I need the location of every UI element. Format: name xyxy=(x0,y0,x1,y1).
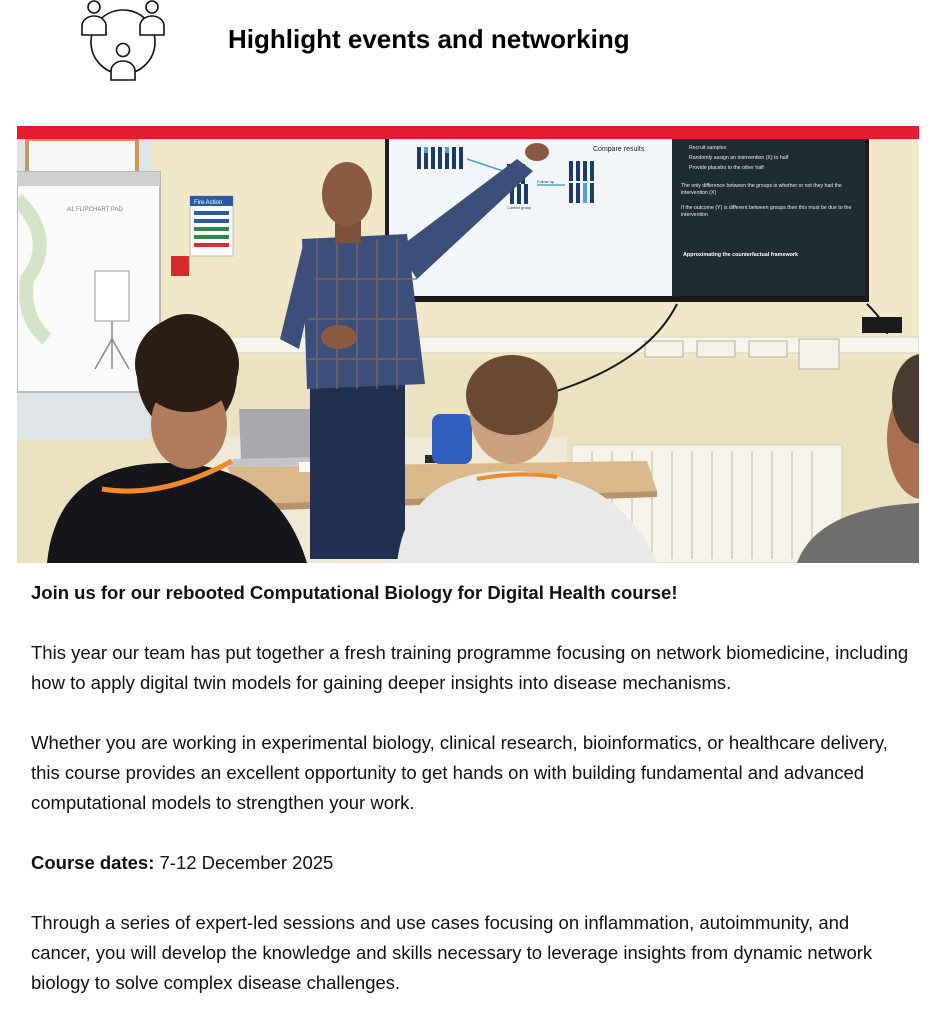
svg-text:Fire Action: Fire Action xyxy=(194,200,223,206)
course-dates-label: Course dates: xyxy=(31,852,155,873)
slide-note-2: If the outcome (Y) is different between groups then this must be due to the intervention xyxy=(681,205,852,218)
lecture-photo xyxy=(17,139,919,563)
paragraph-programme: This year our team has put together a fresh training programme focusing on network biomedicine, including how to apply digital twin models for gaining deeper insights into disease mechanisms. xyxy=(31,642,909,693)
accent-band xyxy=(17,126,919,139)
paragraph-sessions: Through a series of expert-led sessions and use cases focusing on inflammation, autoimmunity, and cancer, you will develop the knowledge and skills necessary to leverage insights from dynamic network biology to solve complex disease challenges. xyxy=(31,912,873,993)
flipchart-label: A1 FLIPCHART PAD xyxy=(67,207,123,213)
intro-heading: Join us for our rebooted Computational Biology for Digital Health course! xyxy=(31,582,678,603)
svg-text:Follow up: Follow up xyxy=(537,179,555,184)
course-dates-value: 7-12 December 2025 xyxy=(154,852,334,873)
slide-note-1: The only difference between the groups is whether or not they had the intervention (X) xyxy=(681,183,842,196)
header xyxy=(0,0,943,100)
page-title: Highlight events and networking xyxy=(228,24,630,54)
paragraph-audience: Whether you are working in experimental biology, clinical research, bioinformatics, or healthcare delivery, this course provides an excellent opportunity to get hands on with building fundamental and advanced computational models to strengthen your work. xyxy=(31,732,888,813)
course-dates xyxy=(31,848,911,878)
slide-compare-label: Compare results xyxy=(593,146,645,153)
slide-footer: Approximating the counterfactual framework xyxy=(683,252,799,258)
slide-bullet-2: Randomly assign an intervention (X) to half xyxy=(689,155,789,161)
slide-bullet-3: Provide placebo to the other half xyxy=(689,165,764,171)
article-body xyxy=(31,578,911,1028)
svg-text:Control group: Control group xyxy=(507,205,532,210)
people-network-icon xyxy=(78,0,168,84)
slide-bullet-1: Recruit samples xyxy=(689,145,727,151)
